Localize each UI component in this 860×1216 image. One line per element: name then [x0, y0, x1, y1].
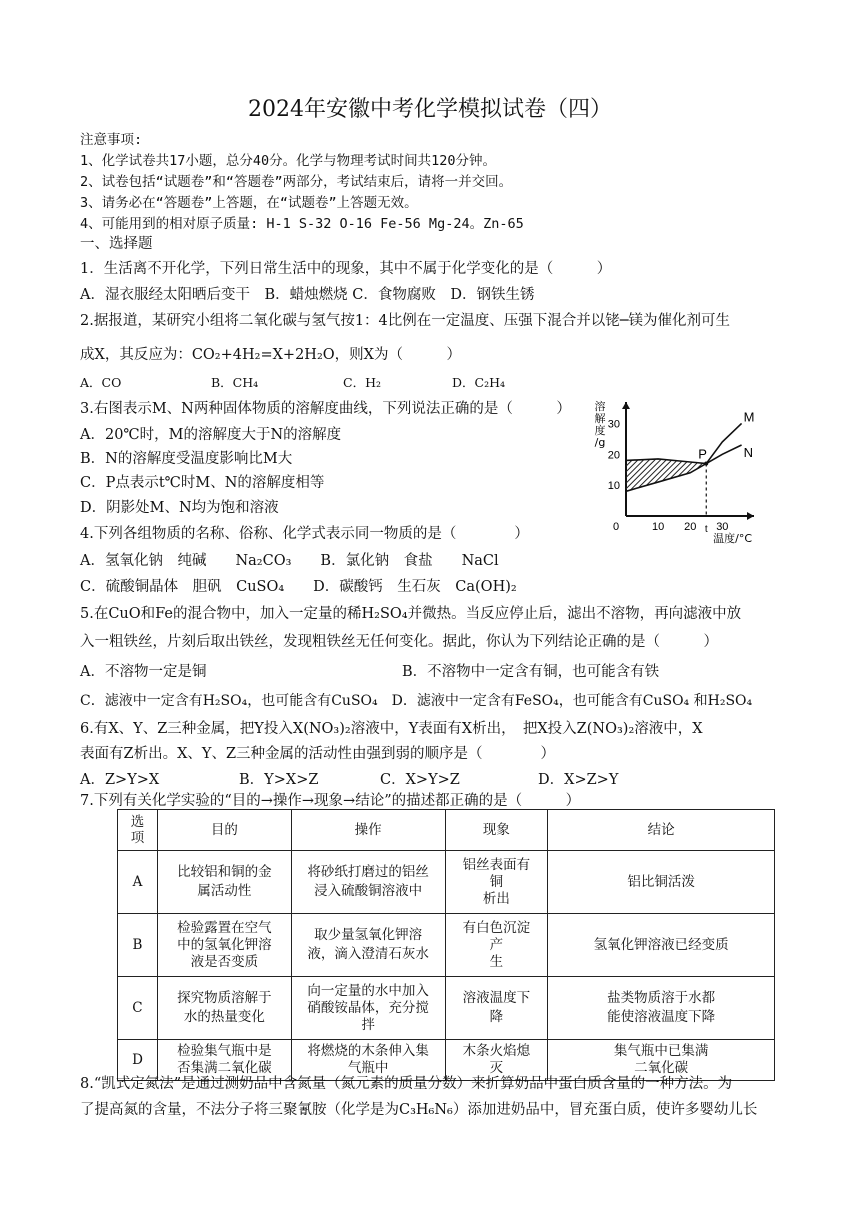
note-item: 1、化学试卷共17小题，总分40分。化学与物理考试时间共120分钟。 — [80, 153, 497, 169]
question-3-option-d: D．阴影处M、N均为饱和溶液 — [80, 500, 279, 516]
x-tick-label: t — [704, 524, 708, 535]
table-cell: 检验集气瓶中是 否集满二氧化碳 — [157, 1040, 291, 1081]
table-cell: D — [118, 1040, 158, 1081]
question-6-stem: 表面有Z析出。X、Y、Z三种金属的活动性由强到弱的顺序是（ ） — [80, 746, 556, 762]
x-tick-label: 0 — [612, 521, 620, 533]
table-header: 目的 — [157, 810, 291, 851]
question-3-option-b: B．N的溶解度受温度影响比M大 — [80, 451, 293, 467]
experiment-table — [117, 809, 775, 1081]
table-row — [118, 977, 775, 1040]
question-5-option-a: A．不溶物一定是铜 — [80, 664, 207, 680]
x-tick-label: 20 — [684, 521, 697, 533]
point-label: P — [698, 446, 707, 462]
y-axis-label: 解 — [594, 412, 606, 425]
shaded-region — [626, 459, 706, 491]
question-1-options: A．湿衣服经太阳晒后变干 B．蜡烛燃烧 C．食物腐败 D．钢铁生锈 — [80, 287, 535, 303]
question-2-option-d: D．C₂H₄ — [452, 375, 506, 390]
table-header: 结论 — [548, 810, 775, 851]
solubility-chart — [586, 398, 758, 544]
question-5-stem: 5.在CuO和Fe的混合物中，加入一定量的稀H₂SO₄并微热。当反应停止后，滤出不溶物，再向滤液中放 — [80, 606, 742, 622]
table-cell: 比较铝和铜的金 属活动性 — [157, 851, 291, 914]
question-5-stem: 入一粗铁丝，片刻后取出铁丝，发现粗铁丝无任何变化。据此，你认为下列结论正确的是（ ） — [80, 634, 718, 650]
section-heading: 一、选择题 — [80, 236, 153, 252]
table-header: 现象 — [445, 810, 548, 851]
question-6-option-b: B．Y>X>Z — [239, 772, 319, 788]
table-header: 选 项 — [118, 810, 158, 851]
note-item: 4、可能用到的相对原子质量: H-1 S-32 O-16 Fe-56 Mg-24。Zn-65 — [80, 216, 524, 232]
x-tick-label: 30 — [716, 521, 729, 533]
series-label: M — [743, 409, 755, 425]
question-6-option-a: A．Z>Y>X — [80, 772, 160, 788]
table-cell: 检验露置在空气 中的氢氧化钾溶 液是否变质 — [157, 914, 291, 977]
y-axis-label: 度 — [594, 424, 606, 437]
question-6-stem: 6.有X、Y、Z三种金属，把Y投入X(NO₃)₂溶液中，Y表面有X析出， 把X投入Z(NO₃)₂溶液中，X — [80, 721, 703, 737]
y-tick-label: 10 — [607, 480, 620, 493]
question-6-option-c: C．X>Y>Z — [380, 772, 460, 788]
table-cell: A — [118, 851, 158, 914]
question-8-text: 了提高氮的含量，不法分子将三聚氰胺（化学是为C₃H₆N₆）添加进奶品中，冒充蛋白质，使许多婴幼儿长 — [80, 1102, 758, 1118]
question-4-stem: 4.下列各组物质的名称、俗称、化学式表示同一物质的是（ ） — [80, 526, 529, 542]
table-cell: 铝比铜活泼 — [548, 851, 775, 914]
question-7-stem: 7.下列有关化学实验的“目的→操作→现象→结论”的描述都正确的是（ ） — [80, 793, 581, 809]
table-cell: 探究物质溶解于 水的热量变化 — [157, 977, 291, 1040]
series-label: N — [743, 445, 753, 461]
question-6-option-d: D．X>Z>Y — [538, 772, 619, 788]
point-p — [704, 462, 708, 466]
question-2-option-a: A．CO — [80, 375, 122, 390]
y-axis-label: 溶 — [594, 400, 606, 413]
table-cell: 有白色沉淀 产 生 — [445, 914, 548, 977]
table-cell: 木条火焰熄 灭 — [445, 1040, 548, 1081]
y-axis-label: /g — [594, 436, 606, 449]
table-row — [118, 851, 775, 914]
question-2-option-b: B．CH₄ — [211, 375, 259, 390]
y-tick-label: 30 — [607, 418, 620, 431]
question-3-option-a: A．20℃时，M的溶解度大于N的溶解度 — [80, 427, 342, 443]
table-cell: 向一定量的水中加入 硝酸铵晶体，充分搅 拌 — [291, 977, 445, 1040]
table-row — [118, 914, 775, 977]
question-5-options-cd: C．滤液中一定含有H₂SO₄，也可能含有CuSO₄ D．滤液中一定含有FeSO₄，也可能含有CuSO₄ 和H₂SO₄ — [80, 693, 753, 709]
table-cell: 铝丝表面有 铜 析出 — [445, 851, 548, 914]
table-cell: 集气瓶中已集满 二氧化碳 — [548, 1040, 775, 1081]
question-2-stem: 2.据报道，某研究小组将二氧化碳与氢气按1：4比例在一定温度、压强下混合并以铑─镁为催化剂可生 — [80, 313, 731, 329]
question-2-option-c: C．H₂ — [343, 375, 381, 390]
page-title: 2024年安徽中考化学模拟试卷（四） — [248, 97, 612, 122]
question-5-option-b: B．不溶物中一定含有铜，也可能含有铁 — [402, 664, 660, 680]
y-tick-label: 20 — [607, 449, 620, 462]
table-cell: B — [118, 914, 158, 977]
table-cell: 盐类物质溶于水都 能使溶液温度下降 — [548, 977, 775, 1040]
y-axis-arrow — [622, 402, 630, 409]
notes-heading: 注意事项: — [80, 132, 143, 148]
table-header-row — [118, 810, 775, 851]
question-1-stem: 1．生活离不开化学，下列日常生活中的现象，其中不属于化学变化的是（ ） — [80, 261, 612, 277]
question-3-option-c: C．P点表示t℃时M、N的溶解度相等 — [80, 475, 325, 491]
x-tick-label: 10 — [651, 521, 665, 533]
table-cell: 取少量氢氧化钾溶 液，滴入澄清石灰水 — [291, 914, 445, 977]
question-2-stem: 成X，其反应为：CO₂+4H₂=X+2H₂O，则X为（ ） — [80, 347, 461, 363]
table-cell: 将燃烧的木条伸入集 气瓶中 — [291, 1040, 445, 1081]
note-item: 2、试卷包括“试题卷”和“答题卷”两部分，考试结束后，请将一并交回。 — [80, 174, 513, 190]
table-header: 操作 — [291, 810, 445, 851]
question-4-options-row2: C．硫酸铜晶体 胆矾 CuSO₄ D．碳酸钙 生石灰 Ca(OH)₂ — [80, 579, 517, 595]
table-cell: C — [118, 977, 158, 1040]
note-item: 3、请务必在“答题卷”上答题，在“试题卷”上答题无效。 — [80, 195, 418, 211]
x-axis-label: 温度/°C — [713, 532, 752, 544]
x-axis-arrow — [747, 512, 754, 520]
question-8-text: 8.“凯式定氮法”是通过测奶品中含氮量（氮元素的质量分数）来折算奶品中蛋白质含量的一种方法。为 — [80, 1076, 733, 1092]
table-cell: 氢氧化钾溶液已经变质 — [548, 914, 775, 977]
table-cell: 将砂纸打磨过的铝丝 浸入硫酸铜溶液中 — [291, 851, 445, 914]
question-4-options-row1: A．氢氧化钠 纯碱 Na₂CO₃ B．氯化钠 食盐 NaCl — [80, 553, 499, 569]
table-cell: 溶液温度下 降 — [445, 977, 548, 1040]
question-3-stem: 3.右图表示M、N两种固体物质的溶解度曲线，下列说法正确的是（ ） — [80, 401, 571, 417]
